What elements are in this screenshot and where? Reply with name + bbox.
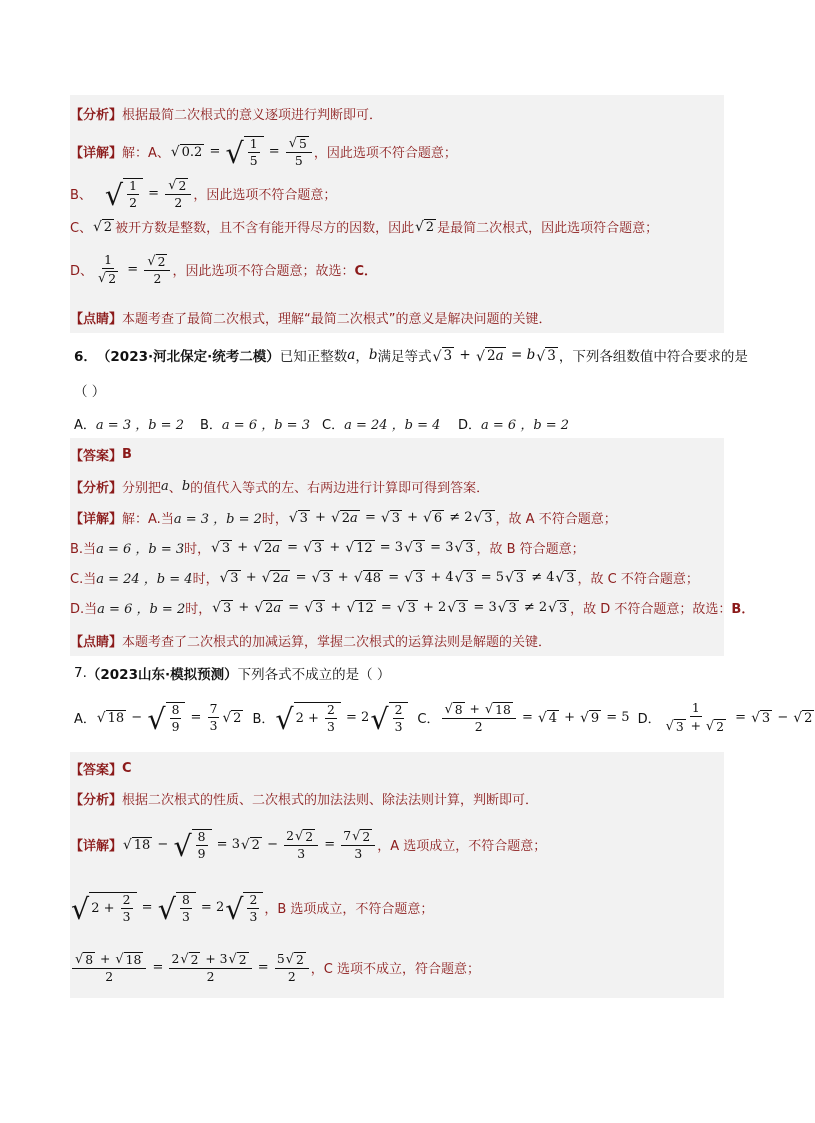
option-a[interactable] bbox=[74, 414, 200, 433]
math-expression: √ 18 − √ 8 9 = 3 √ 2 − 2 √ 2 3 = 7 √ 2 3 bbox=[122, 828, 377, 861]
math-expression: √ 1 2 = √ 2 2 bbox=[104, 177, 193, 210]
answer-tag: 【答案】 bbox=[70, 448, 123, 464]
detail-c-suffix: ，C 选项不成立，符合题意； bbox=[310, 961, 481, 977]
detail-b-when: 时， bbox=[184, 541, 211, 557]
q5-detail-c-row bbox=[70, 215, 724, 237]
comment-tag: 【点睛】 bbox=[70, 634, 123, 650]
detail-a-suffix: ，A 选项成立，不符合题意； bbox=[377, 838, 547, 854]
detail-a-prefix: 解：A、 bbox=[122, 145, 170, 161]
option-text: a = 24 ，b = 4 bbox=[344, 417, 441, 433]
detail-b-suffix: ，B 选项成立，不符合题意； bbox=[264, 901, 434, 917]
analysis-part-1: 分别把 bbox=[122, 480, 162, 496]
math-expression: √ 2 bbox=[415, 218, 435, 235]
math-expression: √ 3 + √ 2 a = √ 3 + √ 12 = √ 3 + 2 √ 3 = 3 √ 3 ≠ 2 √ 3 bbox=[212, 599, 568, 616]
option-c[interactable] bbox=[417, 701, 629, 734]
answer-paren: （ ） bbox=[74, 384, 106, 400]
q7-stem bbox=[74, 662, 390, 684]
question-source: （2023山东·模拟预测） bbox=[86, 667, 238, 683]
q7-detail-a-row bbox=[70, 822, 724, 866]
detail-b-suffix: ，因此选项不符合题意； bbox=[193, 187, 337, 203]
detail-c-mid1: 被开方数是整数，且不含有能开得尽方的因数，因此 bbox=[115, 220, 415, 236]
detail-a-suffix: ，因此选项不符合题意； bbox=[313, 145, 457, 161]
analysis-part-2: 的值代入等式的左、右两边进行计算即可得到答案． bbox=[190, 480, 490, 496]
q7-solution-block bbox=[70, 752, 724, 998]
q7-analysis-row bbox=[70, 788, 724, 808]
detail-c-suffix: ，故 C 不符合题意； bbox=[577, 571, 699, 587]
math-expression: √ 2 + 2 3 = √ 8 3 = 2 √ 2 3 bbox=[70, 891, 264, 924]
question-number: 7. bbox=[74, 665, 87, 681]
q7-options bbox=[74, 692, 815, 742]
stem-part-1: 已知正整数 bbox=[279, 349, 348, 365]
option-text: a = 6 ，b = 3 bbox=[221, 417, 310, 433]
comment-text: 本题考查了最简二次根式，理解“最简二次根式”的意义是解决问题的关键． bbox=[122, 311, 552, 327]
comment-tag: 【点睛】 bbox=[70, 311, 123, 327]
detail-d-prefix: D.当 bbox=[70, 601, 98, 617]
q5-detail-d-row bbox=[70, 247, 724, 291]
detail-tag: 【详解】 bbox=[70, 838, 123, 854]
answer-value: B bbox=[122, 446, 132, 462]
q6-analysis-row: 【分析】 分别把 a 、 b 的值代入等式的左、右两边进行计算即可得到答案． bbox=[70, 478, 490, 496]
option-c[interactable] bbox=[322, 414, 458, 433]
detail-d-prefix: D、 bbox=[70, 263, 94, 279]
detail-a-when: 时， bbox=[261, 511, 288, 527]
analysis-text: 根据最简二次根式的意义逐项进行判断即可． bbox=[122, 107, 383, 123]
q5-analysis-row bbox=[70, 103, 724, 123]
option-d[interactable] bbox=[458, 414, 569, 433]
q6-solution-block bbox=[70, 438, 755, 656]
detail-c-prefix: C、 bbox=[70, 220, 93, 236]
option-b[interactable] bbox=[200, 414, 322, 433]
q6-answer-row bbox=[70, 444, 724, 464]
detail-d-suffix: ，因此选项不符合题意；故选： bbox=[172, 263, 355, 279]
q7-detail-c-row bbox=[70, 944, 724, 990]
q5-detail-b-row bbox=[70, 173, 724, 213]
answer-value: C bbox=[122, 760, 132, 776]
analysis-tag: 【分析】 bbox=[70, 792, 123, 808]
detail-c-when: 时， bbox=[192, 571, 219, 587]
q6-paren bbox=[74, 380, 105, 400]
q6-detail-a-row bbox=[70, 506, 724, 528]
option-label: A． bbox=[74, 417, 96, 433]
q5-comment-row bbox=[70, 307, 724, 327]
analysis-tag: 【分析】 bbox=[70, 107, 123, 123]
stem-part-3: ，下列各组数值中符合要求的是 bbox=[558, 349, 748, 365]
q7-answer-row bbox=[70, 758, 724, 778]
detail-c-condition: a = 24 ，b = 4 bbox=[96, 571, 193, 587]
option-text: a = 3 ，b = 2 bbox=[95, 417, 184, 433]
math-expression: √ 0.2 = √ 1 5 = √ 5 5 bbox=[170, 135, 314, 168]
option-text: a = 6 ，b = 2 bbox=[481, 417, 570, 433]
analysis-tag: 【分析】 bbox=[70, 480, 123, 496]
detail-a-prefix: 解：A.当 bbox=[122, 511, 174, 527]
q6-options bbox=[74, 412, 569, 434]
math-expression: √ 3 + √ 2 a = b √ 3 bbox=[432, 347, 556, 365]
option-a[interactable] bbox=[74, 701, 244, 734]
math-expression: √ 2 + 2 3 = 2 √ 2 3 bbox=[274, 701, 409, 734]
option-label: D． bbox=[637, 711, 661, 727]
math-expression: √ 3 + √ 2 a = √ 3 + √ 12 = 3 √ 3 = 3 √ 3 bbox=[211, 539, 474, 556]
q6-detail-c-row bbox=[70, 566, 724, 588]
detail-a-suffix: ，故 A 不符合题意； bbox=[495, 511, 617, 527]
detail-c-prefix: C.当 bbox=[70, 571, 97, 587]
math-expression: √ 18 − √ 8 9 = 7 3 √ 2 bbox=[96, 701, 242, 736]
math-variable: b bbox=[368, 347, 378, 363]
detail-b-condition: a = 6 ，b = 3 bbox=[96, 541, 185, 557]
option-label: C． bbox=[322, 417, 345, 433]
question-source: （2023·河北保定·统考二模） bbox=[96, 349, 280, 365]
option-label: D． bbox=[458, 417, 482, 433]
math-expression: √ 2 bbox=[93, 218, 113, 235]
option-label: B． bbox=[252, 711, 275, 727]
detail-d-condition: a = 6 ，b = 2 bbox=[97, 601, 186, 617]
math-expression: √ 3 + √ 2 a = √ 3 + √ 6 ≠ 2 √ 3 bbox=[288, 509, 493, 526]
detail-tag: 【详解】 bbox=[70, 145, 123, 161]
math-expression: √ 8 + √ 18 2 = √ 4 + √ 9 = 5 bbox=[440, 701, 630, 734]
option-b[interactable] bbox=[252, 701, 409, 734]
math-variable: a bbox=[161, 478, 169, 494]
q5-solution-block bbox=[70, 95, 724, 333]
analysis-text: 根据二次根式的性质、二次根式的加法法则、除法法则计算，判断即可． bbox=[122, 792, 539, 808]
math-expression: √ 3 + √ 2 a = √ 3 + √ 48 = √ 3 + 4 √ 3 = 5 √ 3 ≠ 4 √ 3 bbox=[219, 569, 575, 586]
math-variable: b bbox=[181, 478, 191, 494]
detail-d-answer: C． bbox=[354, 263, 377, 279]
math-expression: √ 8 + √ 18 2 = 2 √ 2 + 3 √ 2 2 = 5 √ 2 2 bbox=[70, 951, 311, 984]
detail-b-prefix: B、 bbox=[70, 187, 92, 203]
stem-part-2: 满足等式 bbox=[377, 349, 432, 365]
math-expression: 1 √ 3 + √ 2 = √ 3 − √ 2 bbox=[665, 700, 813, 734]
q6-comment-row bbox=[70, 630, 724, 650]
option-label: C． bbox=[417, 711, 440, 727]
stem-text: 下列各式不成立的是（ ） bbox=[237, 667, 391, 683]
detail-tag: 【详解】 bbox=[70, 511, 123, 527]
detail-d-when: 时， bbox=[185, 601, 212, 617]
q5-detail-a-row bbox=[70, 131, 724, 171]
q6-detail-d-row bbox=[70, 596, 755, 618]
option-d[interactable] bbox=[638, 701, 815, 734]
question-number: 6． bbox=[74, 349, 97, 365]
detail-b-prefix: B.当 bbox=[70, 541, 97, 557]
detail-d-suffix: ，故 D 不符合题意；故选： bbox=[570, 601, 732, 617]
detail-d-answer: B． bbox=[731, 601, 755, 617]
math-variable: a bbox=[347, 347, 356, 363]
q6-stem: 6． （2023·河北保定·统考二模） 已知正整数 a ， b 满足等式 √ 3 + √ 2 a = b √ 3 ，下列各组数值中符合要求的是 bbox=[74, 347, 748, 365]
detail-b-suffix: ，故 B 符合题意； bbox=[476, 541, 585, 557]
math-expression: 1 √ 2 = √ 2 2 bbox=[93, 253, 172, 286]
q7-detail-b-row bbox=[70, 884, 724, 930]
answer-tag: 【答案】 bbox=[70, 762, 123, 778]
comment-text: 本题考查了二次根式的加减运算，掌握二次根式的运算法则是解题的关键． bbox=[122, 634, 552, 650]
q6-detail-b-row bbox=[70, 536, 724, 558]
option-label: B． bbox=[200, 417, 222, 433]
detail-c-mid2: 是最简二次根式，因此选项符合题意； bbox=[437, 220, 659, 236]
option-label: A． bbox=[74, 711, 96, 727]
detail-a-condition: a = 3 ，b = 2 bbox=[173, 511, 262, 527]
